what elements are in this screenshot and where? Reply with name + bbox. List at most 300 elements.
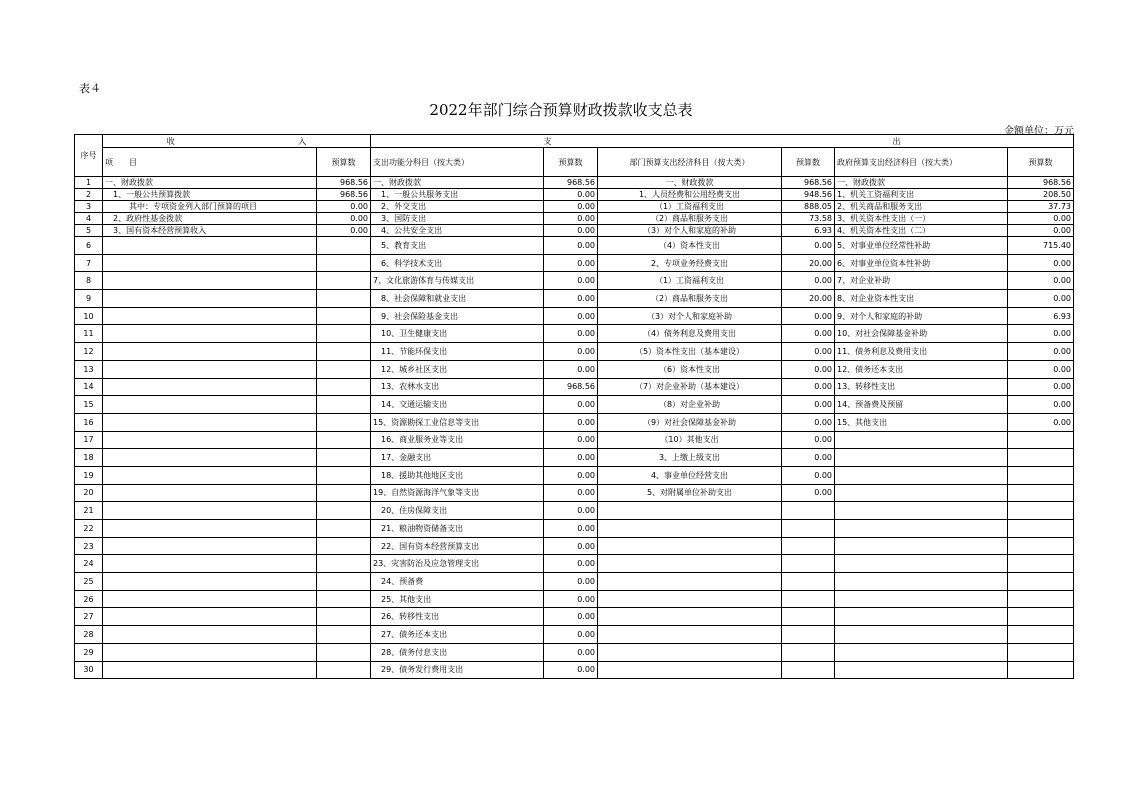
table-row	[75, 378, 1074, 396]
gov-budget: 208.50	[1008, 189, 1074, 201]
gov-budget: 0.00	[1008, 225, 1074, 237]
gov-econ-item: 12、债务还本支出	[835, 360, 1008, 378]
gov-econ-item	[835, 537, 1008, 555]
gov-econ-item: 7、对企业补助	[835, 272, 1008, 290]
row-seq: 13	[75, 360, 103, 378]
dept-budget	[782, 555, 835, 573]
func-item: 29、债务发行费用支出	[371, 661, 544, 679]
table-row	[75, 225, 1074, 237]
dept-econ-item	[598, 608, 782, 626]
table-row	[75, 555, 1074, 573]
income-item	[103, 484, 317, 502]
func-item: 27、债务还本支出	[371, 626, 544, 644]
header-dept-econ: 部门预算支出经济科目（按大类）	[598, 148, 782, 177]
dept-econ-item: （6）资本性支出	[598, 360, 782, 378]
row-seq: 19	[75, 466, 103, 484]
dept-budget: 0.00	[782, 360, 835, 378]
func-item: 17、金融支出	[371, 449, 544, 467]
dept-econ-item	[598, 555, 782, 573]
row-seq: 10	[75, 307, 103, 325]
func-budget: 0.00	[544, 189, 598, 201]
header-func-class: 支出功能分科目（按大类）	[371, 148, 544, 177]
table-row	[75, 325, 1074, 343]
income-budget	[317, 360, 371, 378]
dept-budget: 73.58	[782, 213, 835, 225]
header-gov-budget: 预算数	[1008, 148, 1074, 177]
table-row	[75, 307, 1074, 325]
income-item	[103, 608, 317, 626]
gov-budget	[1008, 608, 1074, 626]
dept-budget: 0.00	[782, 378, 835, 396]
gov-econ-item	[835, 431, 1008, 449]
func-item: 21、粮油物资储备支出	[371, 520, 544, 538]
row-seq: 4	[75, 213, 103, 225]
income-item	[103, 378, 317, 396]
func-item: 3、国防支出	[371, 213, 544, 225]
gov-econ-item	[835, 502, 1008, 520]
dept-budget	[782, 520, 835, 538]
income-budget	[317, 555, 371, 573]
gov-budget: 0.00	[1008, 360, 1074, 378]
func-budget: 0.00	[544, 272, 598, 290]
income-item	[103, 290, 317, 308]
dept-econ-item: 3、上缴上级支出	[598, 449, 782, 467]
income-item	[103, 272, 317, 290]
income-item: 2、政府性基金拨款	[103, 213, 317, 225]
income-item	[103, 449, 317, 467]
row-seq: 7	[75, 254, 103, 272]
gov-budget: 0.00	[1008, 254, 1074, 272]
income-budget	[317, 431, 371, 449]
income-item	[103, 555, 317, 573]
header-income-group	[103, 135, 371, 148]
func-budget: 0.00	[544, 307, 598, 325]
table-row	[75, 272, 1074, 290]
income-budget	[317, 466, 371, 484]
table-row	[75, 484, 1074, 502]
row-seq: 17	[75, 431, 103, 449]
table-row	[75, 237, 1074, 255]
income-item	[103, 396, 317, 414]
dept-budget	[782, 573, 835, 591]
gov-econ-item	[835, 449, 1008, 467]
income-budget	[317, 643, 371, 661]
row-seq: 23	[75, 537, 103, 555]
dept-econ-item: （3）对个人和家庭的补助	[598, 225, 782, 237]
func-item: 15、资源勘探工业信息等支出	[371, 413, 544, 431]
income-item: 一、财政拨款	[103, 177, 317, 189]
gov-econ-item: 1、机关工资福利支出	[835, 189, 1008, 201]
dept-budget: 0.00	[782, 272, 835, 290]
income-budget	[317, 237, 371, 255]
income-budget: 968.56	[317, 177, 371, 189]
func-budget: 0.00	[544, 431, 598, 449]
header-income-right: 入	[298, 136, 307, 146]
row-seq: 29	[75, 643, 103, 661]
dept-budget	[782, 502, 835, 520]
func-budget: 0.00	[544, 201, 598, 213]
row-seq: 1	[75, 177, 103, 189]
gov-econ-item: 8、对企业资本性支出	[835, 290, 1008, 308]
dept-econ-item: （10）其他支出	[598, 431, 782, 449]
dept-econ-item: （4）资本性支出	[598, 237, 782, 255]
dept-budget: 0.00	[782, 484, 835, 502]
dept-budget: 0.00	[782, 396, 835, 414]
table-row	[75, 643, 1074, 661]
income-budget: 0.00	[317, 213, 371, 225]
dept-budget: 0.00	[782, 343, 835, 361]
header-dept-budget: 预算数	[782, 148, 835, 177]
func-item: 8、社会保障和就业支出	[371, 290, 544, 308]
dept-budget: 948.56	[782, 189, 835, 201]
income-item	[103, 431, 317, 449]
func-budget: 0.00	[544, 520, 598, 538]
table-row	[75, 177, 1074, 189]
dept-econ-item	[598, 626, 782, 644]
dept-econ-item	[598, 502, 782, 520]
table-row	[75, 590, 1074, 608]
func-item: 1、一般公共服务支出	[371, 189, 544, 201]
gov-econ-item: 15、其他支出	[835, 413, 1008, 431]
row-seq: 18	[75, 449, 103, 467]
income-item	[103, 343, 317, 361]
dept-budget: 0.00	[782, 413, 835, 431]
dept-econ-item: （2）商品和服务支出	[598, 290, 782, 308]
header-income-item: 项 目	[103, 148, 317, 177]
func-item: 28、债务付息支出	[371, 643, 544, 661]
func-item: 12、城乡社区支出	[371, 360, 544, 378]
dept-budget: 0.00	[782, 307, 835, 325]
func-budget: 0.00	[544, 590, 598, 608]
func-budget: 0.00	[544, 237, 598, 255]
row-seq: 24	[75, 555, 103, 573]
income-budget: 0.00	[317, 225, 371, 237]
func-budget: 0.00	[544, 484, 598, 502]
income-budget	[317, 449, 371, 467]
table-row	[75, 661, 1074, 679]
dept-econ-item: （4）债务利息及费用支出	[598, 325, 782, 343]
table-row	[75, 573, 1074, 591]
income-item	[103, 520, 317, 538]
func-budget: 0.00	[544, 626, 598, 644]
dept-budget: 0.00	[782, 237, 835, 255]
gov-econ-item	[835, 573, 1008, 591]
dept-econ-item: 4、事业单位经营支出	[598, 466, 782, 484]
table-row	[75, 537, 1074, 555]
dept-budget	[782, 590, 835, 608]
income-budget	[317, 520, 371, 538]
row-seq: 28	[75, 626, 103, 644]
func-item: 24、预备费	[371, 573, 544, 591]
func-budget: 0.00	[544, 661, 598, 679]
table-row	[75, 608, 1074, 626]
gov-budget: 0.00	[1008, 213, 1074, 225]
gov-budget	[1008, 431, 1074, 449]
gov-econ-item	[835, 484, 1008, 502]
income-item	[103, 307, 317, 325]
income-budget	[317, 502, 371, 520]
gov-econ-item: 13、转移性支出	[835, 378, 1008, 396]
dept-budget: 20.00	[782, 290, 835, 308]
income-budget	[317, 254, 371, 272]
table-row	[75, 360, 1074, 378]
gov-budget: 0.00	[1008, 325, 1074, 343]
dept-econ-item: （3）对个人和家庭补助	[598, 307, 782, 325]
row-seq: 25	[75, 573, 103, 591]
gov-budget	[1008, 484, 1074, 502]
table-row	[75, 189, 1074, 201]
func-item: 4、公共安全支出	[371, 225, 544, 237]
gov-budget	[1008, 520, 1074, 538]
dept-econ-item: （8）对企业补助	[598, 396, 782, 414]
gov-econ-item: 11、债务利息及费用支出	[835, 343, 1008, 361]
header-gov-econ: 政府预算支出经济科目（按大类）	[835, 148, 1008, 177]
gov-econ-item: 2、机关商品和服务支出	[835, 201, 1008, 213]
income-item	[103, 502, 317, 520]
income-item	[103, 573, 317, 591]
func-item: 20、住房保障支出	[371, 502, 544, 520]
func-budget: 0.00	[544, 537, 598, 555]
dept-econ-item: 1、人员经费和公用经费支出	[598, 189, 782, 201]
header-row-columns	[75, 148, 1074, 177]
func-item: 26、转移性支出	[371, 608, 544, 626]
dept-budget	[782, 608, 835, 626]
income-item	[103, 661, 317, 679]
table-row	[75, 413, 1074, 431]
table-body	[75, 177, 1074, 679]
table-row	[75, 626, 1074, 644]
income-budget	[317, 343, 371, 361]
func-item: 6、科学技术支出	[371, 254, 544, 272]
income-item	[103, 413, 317, 431]
gov-budget: 715.40	[1008, 237, 1074, 255]
table-row	[75, 343, 1074, 361]
budget-summary-table	[74, 134, 1074, 679]
income-budget: 0.00	[317, 201, 371, 213]
table-row	[75, 449, 1074, 467]
income-budget	[317, 307, 371, 325]
func-budget: 0.00	[544, 225, 598, 237]
func-budget: 0.00	[544, 643, 598, 661]
dept-econ-item: （7）对企业补助（基本建设）	[598, 378, 782, 396]
row-seq: 5	[75, 225, 103, 237]
gov-budget	[1008, 661, 1074, 679]
func-budget: 0.00	[544, 502, 598, 520]
gov-budget	[1008, 466, 1074, 484]
gov-econ-item: 5、对事业单位经常性补助	[835, 237, 1008, 255]
income-item	[103, 237, 317, 255]
gov-econ-item: 4、机关资本性支出（二）	[835, 225, 1008, 237]
func-budget: 0.00	[544, 343, 598, 361]
dept-budget: 0.00	[782, 449, 835, 467]
dept-econ-item: （2）商品和服务支出	[598, 213, 782, 225]
gov-budget	[1008, 555, 1074, 573]
income-item: 其中：专项资金列入部门预算的项目	[103, 201, 317, 213]
dept-econ-item	[598, 520, 782, 538]
dept-budget: 0.00	[782, 325, 835, 343]
header-row-group	[75, 135, 1074, 148]
document-title: 2022年部门综合预算财政拨款收支总表	[429, 101, 693, 119]
gov-econ-item	[835, 555, 1008, 573]
func-item: 5、教育支出	[371, 237, 544, 255]
dept-budget	[782, 626, 835, 644]
dept-budget: 0.00	[782, 466, 835, 484]
func-budget: 0.00	[544, 213, 598, 225]
income-budget	[317, 413, 371, 431]
row-seq: 30	[75, 661, 103, 679]
gov-budget: 6.93	[1008, 307, 1074, 325]
table-row	[75, 213, 1074, 225]
gov-econ-item	[835, 520, 1008, 538]
gov-budget: 0.00	[1008, 343, 1074, 361]
dept-econ-item	[598, 590, 782, 608]
income-item	[103, 466, 317, 484]
gov-budget	[1008, 537, 1074, 555]
gov-budget	[1008, 502, 1074, 520]
dept-budget: 0.00	[782, 431, 835, 449]
func-budget: 0.00	[544, 449, 598, 467]
func-item: 7、文化旅游体育与传媒支出	[371, 272, 544, 290]
table-row	[75, 396, 1074, 414]
income-budget	[317, 396, 371, 414]
row-seq: 26	[75, 590, 103, 608]
income-item	[103, 254, 317, 272]
income-budget	[317, 573, 371, 591]
gov-econ-item	[835, 608, 1008, 626]
table-row	[75, 466, 1074, 484]
table-row	[75, 254, 1074, 272]
row-seq: 27	[75, 608, 103, 626]
row-seq: 22	[75, 520, 103, 538]
func-item: 25、其他支出	[371, 590, 544, 608]
table-row	[75, 431, 1074, 449]
table-row	[75, 201, 1074, 213]
func-budget: 0.00	[544, 466, 598, 484]
dept-econ-item: 一、财政拨款	[598, 177, 782, 189]
table-row	[75, 502, 1074, 520]
dept-econ-item: （9）对社会保障基金补助	[598, 413, 782, 431]
gov-econ-item	[835, 590, 1008, 608]
gov-econ-item	[835, 661, 1008, 679]
row-seq: 12	[75, 343, 103, 361]
gov-budget: 0.00	[1008, 272, 1074, 290]
dept-budget: 20.00	[782, 254, 835, 272]
amount-unit-label: 金额单位：万元	[1004, 126, 1074, 137]
func-item: 11、节能环保支出	[371, 343, 544, 361]
func-budget: 968.56	[544, 378, 598, 396]
gov-econ-item: 3、机关资本性支出（一）	[835, 213, 1008, 225]
row-seq: 21	[75, 502, 103, 520]
income-item: 1、一般公共预算拨款	[103, 189, 317, 201]
func-item: 16、商业服务业等支出	[371, 431, 544, 449]
func-budget: 0.00	[544, 573, 598, 591]
gov-budget: 0.00	[1008, 413, 1074, 431]
dept-budget	[782, 661, 835, 679]
table-row	[75, 520, 1074, 538]
gov-budget: 0.00	[1008, 290, 1074, 308]
row-seq: 9	[75, 290, 103, 308]
income-item	[103, 537, 317, 555]
gov-budget	[1008, 590, 1074, 608]
income-item: 3、国有资本经营预算收入	[103, 225, 317, 237]
income-budget	[317, 272, 371, 290]
header-func-budget: 预算数	[544, 148, 598, 177]
func-budget: 0.00	[544, 290, 598, 308]
func-budget: 0.00	[544, 413, 598, 431]
dept-econ-item: （1）工资福利支出	[598, 272, 782, 290]
row-seq: 11	[75, 325, 103, 343]
gov-econ-item	[835, 643, 1008, 661]
func-budget: 0.00	[544, 396, 598, 414]
income-budget	[317, 661, 371, 679]
row-seq: 6	[75, 237, 103, 255]
header-expense-left: 支	[543, 136, 552, 146]
row-seq: 20	[75, 484, 103, 502]
gov-econ-item: 14、预备费及预留	[835, 396, 1008, 414]
gov-econ-item	[835, 466, 1008, 484]
gov-budget: 0.00	[1008, 378, 1074, 396]
income-budget: 968.56	[317, 189, 371, 201]
header-income-budget: 预算数	[317, 148, 371, 177]
dept-budget	[782, 643, 835, 661]
dept-econ-item	[598, 537, 782, 555]
table-row	[75, 290, 1074, 308]
func-budget: 0.00	[544, 608, 598, 626]
gov-budget: 0.00	[1008, 396, 1074, 414]
income-item	[103, 590, 317, 608]
dept-econ-item: 5、对附属单位补助支出	[598, 484, 782, 502]
row-seq: 2	[75, 189, 103, 201]
func-item: 22、国有资本经营预算支出	[371, 537, 544, 555]
func-item: 2、外交支出	[371, 201, 544, 213]
income-budget	[317, 626, 371, 644]
gov-budget	[1008, 626, 1074, 644]
table-number-label: 表４	[79, 82, 101, 95]
dept-econ-item: （1）工资福利支出	[598, 201, 782, 213]
func-budget: 0.00	[544, 325, 598, 343]
income-budget	[317, 290, 371, 308]
gov-budget: 968.56	[1008, 177, 1074, 189]
dept-econ-item	[598, 573, 782, 591]
gov-budget	[1008, 573, 1074, 591]
func-item: 14、交通运输支出	[371, 396, 544, 414]
func-item: 18、援助其他地区支出	[371, 466, 544, 484]
row-seq: 3	[75, 201, 103, 213]
dept-econ-item	[598, 661, 782, 679]
dept-econ-item	[598, 643, 782, 661]
func-item: 19、自然资源海洋气象等支出	[371, 484, 544, 502]
income-budget	[317, 378, 371, 396]
income-budget	[317, 325, 371, 343]
row-seq: 8	[75, 272, 103, 290]
income-budget	[317, 537, 371, 555]
header-expense-right: 出	[892, 136, 901, 146]
func-item: 10、卫生健康支出	[371, 325, 544, 343]
income-budget	[317, 608, 371, 626]
gov-econ-item: 9、对个人和家庭的补助	[835, 307, 1008, 325]
func-item: 13、农林水支出	[371, 378, 544, 396]
row-seq: 15	[75, 396, 103, 414]
income-item	[103, 325, 317, 343]
func-item: 23、灾害防治及应急管理支出	[371, 555, 544, 573]
func-budget: 0.00	[544, 254, 598, 272]
income-item	[103, 643, 317, 661]
gov-budget	[1008, 643, 1074, 661]
func-item: 一、财政拨款	[371, 177, 544, 189]
dept-econ-item: （5）资本性支出（基本建设）	[598, 343, 782, 361]
gov-econ-item: 6、对事业单位资本性补助	[835, 254, 1008, 272]
gov-econ-item	[835, 626, 1008, 644]
